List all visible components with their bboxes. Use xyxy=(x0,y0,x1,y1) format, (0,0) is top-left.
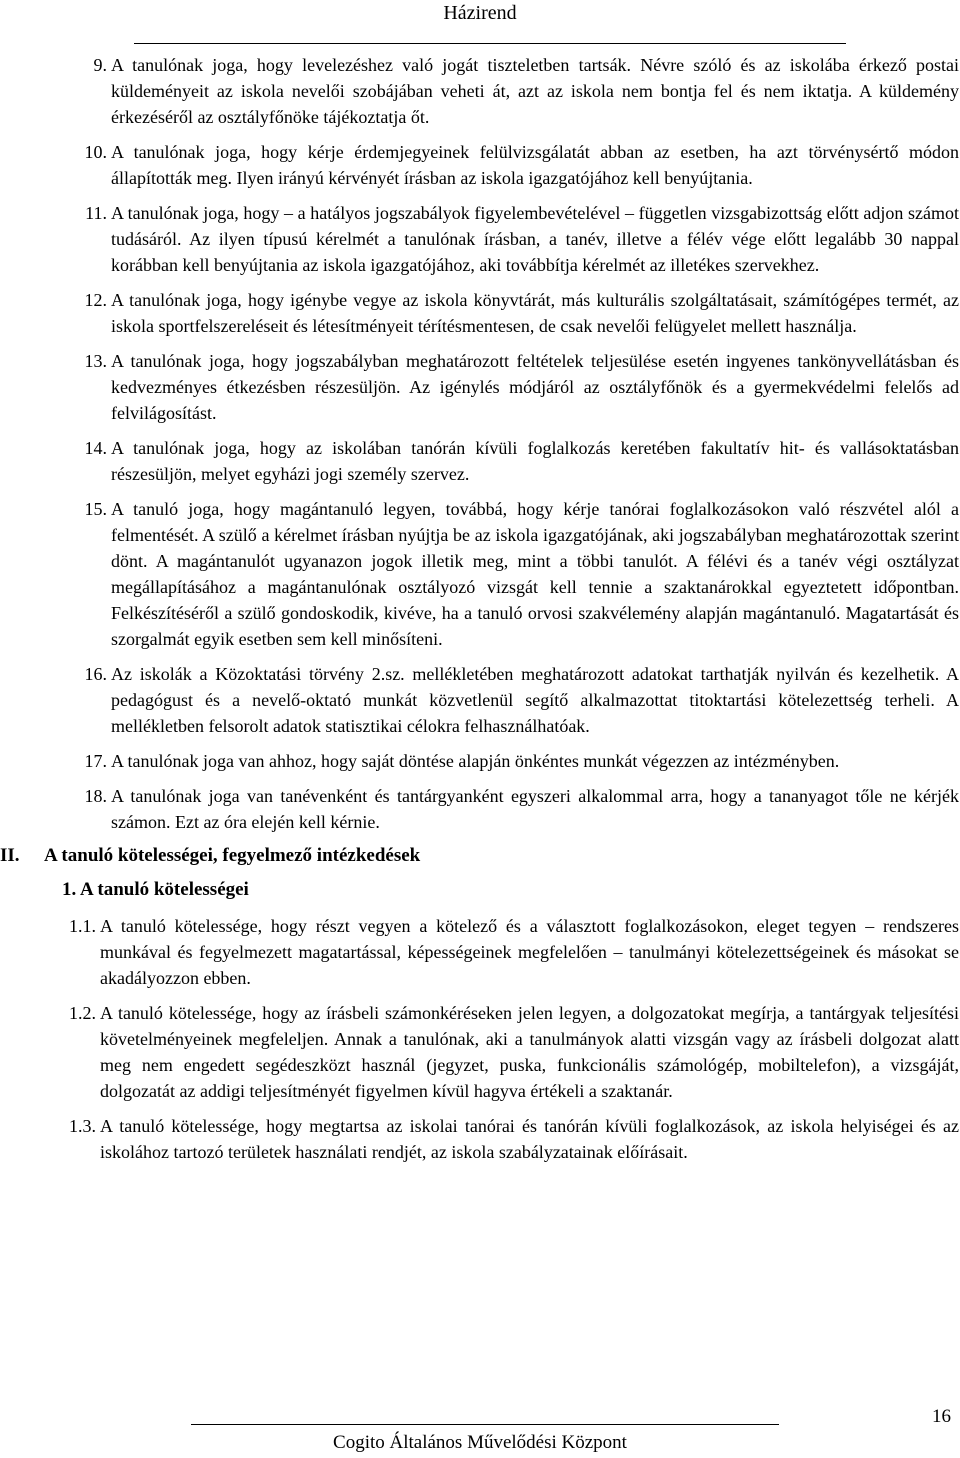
header-divider xyxy=(134,43,846,44)
item-text: A tanuló joga, hogy magántanuló legyen, továbbá, hogy kérje tanórai foglalkozásokon való részvétel alól a felmentését. A szülő a kérelmet írásban nyújtja be az iskola igazgatójának, aki jogszabályban meghatározottak szerint dönt. A magántanulót ugyanazon jogok illetik meg, mint a többi tanulót. A félévi és a tanév végi osztályzat megállapításához a magántanulónak osztályozó vizsgát kell tennie a szaktanárokkal egyeztetett időpontban. Felkészítéséről a szülő gondoskodik, kivéve, ha a tanuló orvosi szakvélemény alapján magántanuló. Magatartását és szorgalmát egyik esetben sem kell minősíteni. xyxy=(111,499,959,649)
item-number: 18. xyxy=(84,786,107,806)
item-number: 13. xyxy=(84,351,107,371)
item-text: A tanulónak joga van ahhoz, hogy saját döntése alapján önkéntes munkát végezzen az intézményben. xyxy=(111,751,840,771)
item-number: 1.3. xyxy=(69,1116,96,1136)
list-item xyxy=(0,783,960,835)
item-number: 1.1. xyxy=(69,916,96,936)
item-text: A tanulónak joga, hogy az iskolában tanórán kívüli foglalkozás keretében fakultatív hit- és vallásoktatásban részesüljön, melyet egyházi jogi személy szervez. xyxy=(111,438,959,484)
item-number: 10. xyxy=(84,142,107,162)
item-text: Az iskolák a Közoktatási törvény 2.sz. mellékletében meghatározott adatokat tarthatják nyilván és kezelhetik. A pedagógust és a nevelő-oktató munkát közvetlenül segítő alkalmazottat titoktartási kötelezettség terheli. A mellékletben felsorolt adatok statisztikai célokra felhasználhatóak. xyxy=(111,664,959,736)
item-text: A tanulónak joga, hogy kérje érdemjegyeinek felülvizsgálatát abban az esetben, ha azt törvénysértő módon állapították meg. Ilyen irányú kérvényét írásban az iskola igazgatójához kell benyújtania. xyxy=(111,142,959,188)
document-body xyxy=(0,52,960,1174)
item-number: 12. xyxy=(84,290,107,310)
item-text: A tanulónak joga, hogy levelezéshez való jogát tiszteletben tartsák. Névre szóló és az iskolába érkező postai küldeményeit az iskola nevelői szobájában veheti át, azt az iskola nem bontja fel és nem iktatja. A küldemény érkezéséről az osztályfőnöke tájékoztatja őt. xyxy=(111,55,959,127)
list-item xyxy=(0,1113,960,1165)
list-item xyxy=(0,748,960,774)
list-item xyxy=(0,435,960,487)
item-number: 11. xyxy=(85,203,107,223)
section-title: A tanuló kötelességei, fegyelmező intézkedések xyxy=(44,845,421,866)
list-item xyxy=(0,496,960,652)
subsection-title: 1. A tanuló kötelességei xyxy=(62,879,249,900)
list-item xyxy=(0,1000,960,1104)
item-number: 17. xyxy=(84,751,107,771)
item-number: 15. xyxy=(84,499,107,519)
item-text: A tanulónak joga van tanévenként és tantárgyanként egyszeri alkalommal arra, hogy a tananyagot tőle ne kérjék számon. Ezt az óra elején kell kérnie. xyxy=(111,786,959,832)
list-item xyxy=(0,139,960,191)
item-text: A tanulónak joga, hogy – a hatályos jogszabályok figyelembevételével – független vizsgabizottság előtt adjon számot tudásáról. Az ilyen típusú kérelmét a tanulónak írásban, a tanév, illetve a félév vége előtt legalább 30 nappal korábban kell benyújtania az iskola igazgatójához, aki továbbítja kérelmét az illetékes szervekhez. xyxy=(111,203,959,275)
footer-institution: Cogito Általános Művelődési Központ xyxy=(333,1432,627,1453)
footer-divider xyxy=(191,1424,779,1425)
list-item xyxy=(0,287,960,339)
subsection-heading xyxy=(0,879,960,913)
item-number: 1.2. xyxy=(69,1003,96,1023)
list-item xyxy=(0,200,960,278)
item-text: A tanuló kötelessége, hogy részt vegyen a kötelező és a választott foglalkozásokon, eleget tegyen – rendszeres munkával és fegyelmezett magatartással, képességeinek megfelelően – tanulmányi kötelezettségeinek és másokat se akadályozzon ebben. xyxy=(100,916,959,988)
section-number: II. xyxy=(0,845,20,866)
page-number: 16 xyxy=(932,1406,951,1427)
page-header-title: Házirend xyxy=(443,2,517,24)
item-text: A tanuló kötelessége, hogy megtartsa az iskolai tanórai és tanórán kívüli foglalkozások, az iskola helyiségei és az iskolához tartozó területek használati rendjét, az iskola szabályzatainak előírásait. xyxy=(100,1116,959,1162)
section-heading xyxy=(0,845,960,879)
list-item xyxy=(0,661,960,739)
item-number: 9. xyxy=(93,55,107,75)
item-text: A tanuló kötelessége, hogy az írásbeli számonkéréseken jelen legyen, a dolgozatokat megírja, a tantárgyak teljesítési követelményeinek megfeleljen. Annak a tanulónak, aki a tanulmányok alatti vizsgán vagy az írásbeli dolgozat alatt meg nem engedett segédeszközt használ (jegyzet, puska, funkcionális számológép, mobiltelefon), a vizsgáját, dolgozatát az addigi teljesítményét figyelmen kívül hagyva értékeli a szaktanár. xyxy=(100,1003,959,1101)
list-item xyxy=(0,348,960,426)
list-item xyxy=(0,52,960,130)
item-number: 14. xyxy=(84,438,107,458)
item-number: 16. xyxy=(84,664,107,684)
list-item xyxy=(0,913,960,991)
item-text: A tanulónak joga, hogy jogszabályban meghatározott feltételek teljesülése esetén ingyenes tankönyvellátásban és kedvezményes étkezésben részesüljön. Az igénylés módjáról az osztályfőnök és a gyermekvédelmi felelős ad felvilágosítást. xyxy=(111,351,959,423)
item-text: A tanulónak joga, hogy igénybe vegye az iskola könyvtárát, más kulturális szolgáltatásait, számítógépes termét, az iskola sportfelszereléseit és létesítményeit térítésmentesen, de csak nevelői felügyelet mellett használja. xyxy=(111,290,959,336)
